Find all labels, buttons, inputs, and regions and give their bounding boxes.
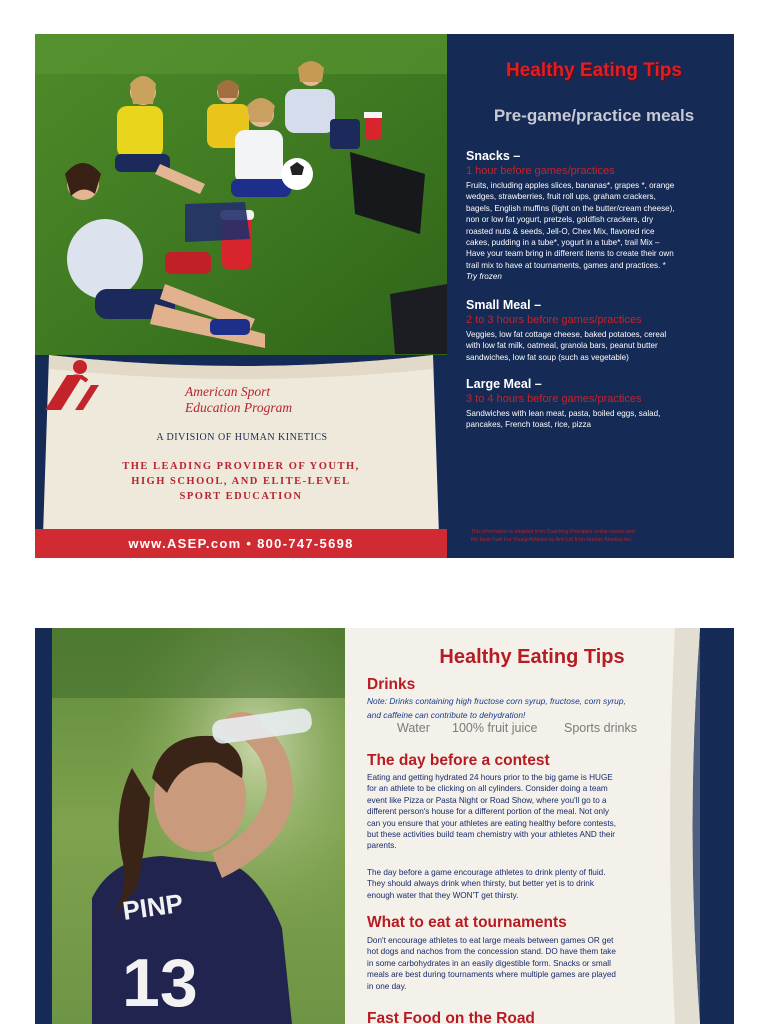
text-line: cakes, pudding in a tube*, yogurt in a tube*, trail Mix – bbox=[466, 238, 660, 248]
text-line: They should always drink when thirsty, but better yet is to drink bbox=[367, 879, 594, 889]
large-meal-heading: Large Meal – bbox=[466, 377, 542, 391]
text-line: in one day. bbox=[367, 981, 407, 991]
text-line: roasted nuts & seeds, Jell-O, Chex Mix, flavored rice bbox=[466, 226, 655, 236]
text-line: wedges, strawberries, fruit roll ups, graham crackers, bbox=[466, 192, 656, 202]
asep-tagline-1: THE LEADING PROVIDER OF YOUTH, bbox=[122, 461, 360, 472]
asep-name-line1: American Sport bbox=[185, 384, 271, 399]
text-line: enough water that they WON'T get thirsty. bbox=[367, 890, 519, 900]
small-meal-list bbox=[466, 329, 722, 363]
jersey-text: PINP bbox=[120, 887, 185, 926]
page-title-2: Healthy Eating Tips bbox=[439, 646, 625, 668]
text-line: sandwiches, low fat soup (such as vegetable) bbox=[466, 352, 629, 362]
athlete-image bbox=[52, 628, 345, 1024]
text-line: with low fat milk, oatmeal, granola bars, peanut butter bbox=[466, 341, 658, 351]
text-line: different person's house for a different portion of the meal. Not only bbox=[367, 807, 610, 817]
credit-line: This information is adapted from Coaching Principles online course and bbox=[471, 529, 635, 535]
text-line: can you ensure that your athletes are eating healthy before contests, bbox=[367, 818, 616, 828]
athlete-drinking-photo bbox=[52, 628, 345, 1024]
drink-option-sports: Sports drinks bbox=[564, 721, 637, 735]
asep-tagline-2: HIGH SCHOOL, AND ELITE-LEVEL bbox=[131, 476, 351, 487]
fast-food-heading: Fast Food on the Road bbox=[367, 1010, 535, 1024]
girls-soccer-team-image bbox=[35, 34, 447, 355]
text-line: bagels, English muffins (light on the butter/cream cheese), bbox=[466, 203, 675, 213]
text-line: Veggies, low fat cottage cheese, baked potatoes, cereal bbox=[466, 330, 667, 339]
text-line: Note: Drinks containing high fructose corn syrup, fructose, corn syrup, bbox=[367, 696, 626, 706]
drink-option-water: Water bbox=[397, 721, 430, 735]
text-line: Sandwiches with lean meat, pasta, boiled eggs, salad, bbox=[466, 409, 661, 418]
snacks-heading: Snacks – bbox=[466, 149, 521, 163]
asep-tagline-3: SPORT EDUCATION bbox=[179, 491, 303, 502]
large-meal-timing: 3 to 4 hours before games/practices bbox=[466, 393, 642, 405]
large-meal-list bbox=[466, 408, 722, 431]
text-line: parents. bbox=[367, 841, 397, 851]
text-line: hot dogs and nachos from the concession stand. DO have them take bbox=[367, 947, 616, 957]
asep-division: A DIVISION OF HUMAN KINETICS bbox=[156, 432, 328, 443]
source-credit bbox=[471, 528, 723, 544]
asep-scroll-banner bbox=[35, 355, 447, 558]
page-subtitle: Pre-game/practice meals bbox=[493, 106, 695, 125]
text-line: event like Pizza or Pasta Night or Road Show, where you'll go to a bbox=[367, 795, 607, 805]
text-line: but these activities build team chemistry with your athletes AND their bbox=[367, 830, 616, 840]
snacks-note: Try frozen bbox=[466, 272, 502, 282]
text-line: Eating and getting hydrated 24 hours prior to the big game is HUGE bbox=[367, 773, 613, 782]
text-line: pancakes, French toast, rice, pizza bbox=[466, 420, 592, 430]
text-line: Don't encourage athletes to eat large meals between games OR get bbox=[367, 936, 614, 945]
text-line: for an athlete to be clicking on all cylinders. Consider doing a team bbox=[367, 784, 608, 794]
day-before-heading: The day before a contest bbox=[367, 752, 550, 769]
snacks-list bbox=[466, 180, 722, 283]
credit-line: the book Fuel For Young Athletes by Ann Litt from Human Kinetics Inc. bbox=[471, 537, 633, 543]
drinks-heading: Drinks bbox=[367, 676, 416, 693]
jersey-number: 13 bbox=[122, 945, 198, 1021]
brochure-panel-1 bbox=[35, 34, 734, 558]
text-line: Fruits, including apples slices, bananas*, grapes *, orange bbox=[466, 181, 675, 190]
text-line: Have your team bring in different items to create their own bbox=[466, 249, 674, 259]
asep-contact-footer: www.ASEP.com • 800-747-5698 bbox=[35, 529, 447, 558]
tournaments-body bbox=[367, 935, 661, 992]
day-before-para-2 bbox=[367, 867, 661, 901]
brochure-panel-2 bbox=[35, 628, 734, 1024]
text-line: The day before a game encourage athletes to drink plenty of fluid. bbox=[367, 868, 606, 877]
text-line: trail mix to have at tournaments, games and practices. * bbox=[466, 260, 666, 270]
small-meal-heading: Small Meal – bbox=[466, 298, 542, 312]
team-photo bbox=[35, 34, 447, 355]
snacks-timing: 1 hour before games/practices bbox=[466, 165, 615, 177]
asep-name-line2: Education Program bbox=[185, 400, 293, 415]
text-line: meals are best during tournaments where multiple games are played bbox=[367, 970, 616, 980]
tournaments-heading: What to eat at tournaments bbox=[367, 914, 567, 931]
drinks-note bbox=[367, 694, 667, 722]
drink-option-juice: 100% fruit juice bbox=[452, 721, 538, 735]
text-line: non or low fat yogurt, pretzels, goldfish crackers, dry bbox=[466, 215, 654, 225]
text-line: and caffeine can contribute to dehydration! bbox=[367, 710, 526, 720]
day-before-para-1 bbox=[367, 772, 661, 852]
page-title: Healthy Eating Tips bbox=[506, 60, 682, 81]
small-meal-timing: 2 to 3 hours before games/practices bbox=[466, 314, 642, 326]
text-line: in some carbohydrates in an easily digestible form. Snacks or small bbox=[367, 958, 611, 968]
